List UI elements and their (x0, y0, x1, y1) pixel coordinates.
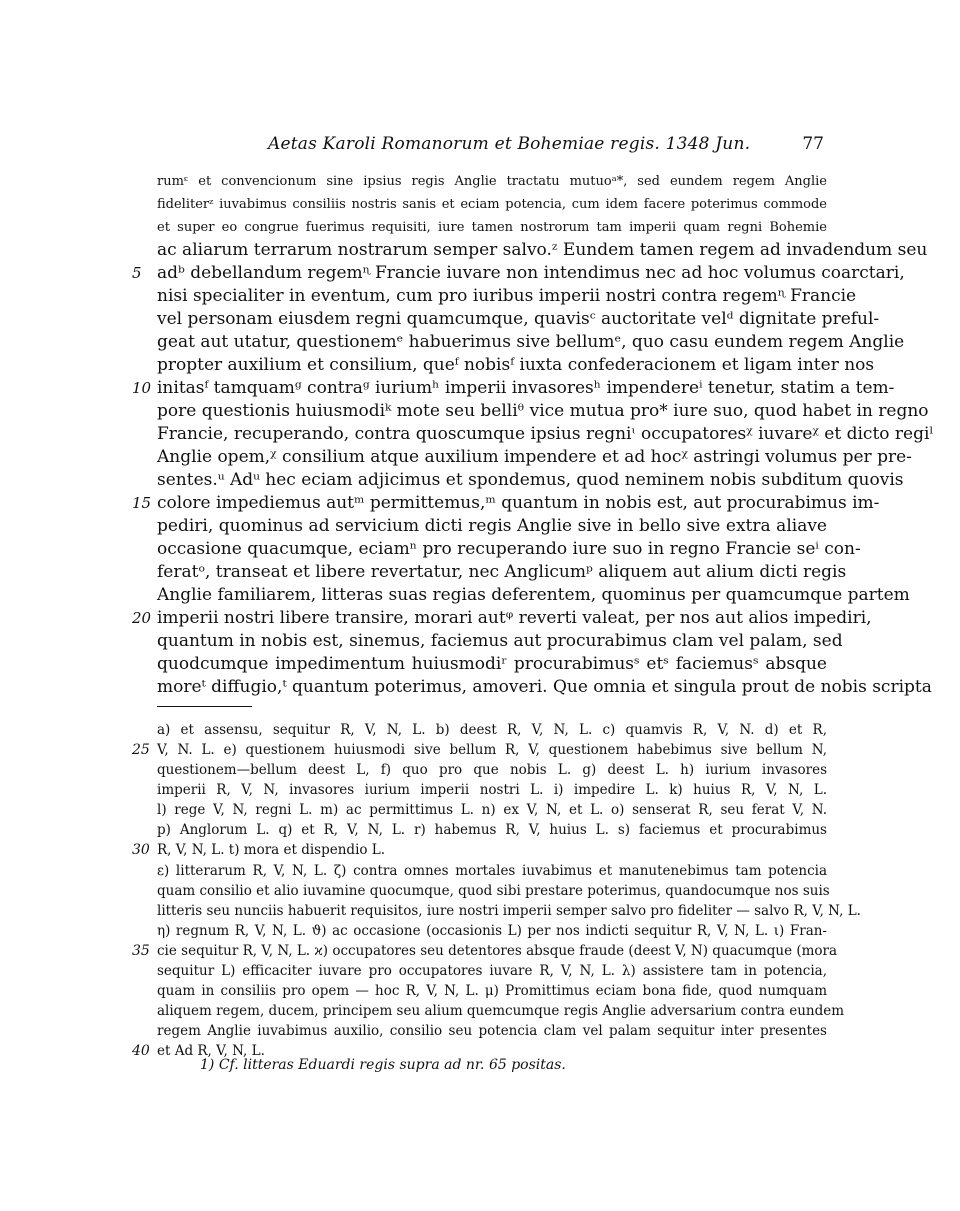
text-line (132, 377, 895, 400)
line-text: adᵇ debellandum regemᶯ Francie iuvare non intendimus nec ad hoc volumus coarctari, (157, 263, 905, 283)
text-line (157, 446, 912, 469)
critical-apparatus-greek (132, 861, 861, 1061)
text-line (157, 676, 932, 699)
footnote-separator (157, 706, 252, 707)
line-text: a) et assensu, sequitur R, V, N, L. b) deest R, V, N, L. c) quamvis R, V, N. d) et R, (157, 722, 827, 738)
text-line (157, 193, 827, 216)
line-text: Francie, recuperando, contra quoscumque ipsius regniᶥ occupatoresᵡ iuvareᵡ et dicto regiˡ (157, 424, 934, 444)
line-text: fideliterᶻ iuvabimus consiliis nostris sanis et eciam potencia, cum idem facere poterimus commode (157, 197, 827, 212)
apparatus-line (157, 820, 827, 840)
line-text: V, N. L. e) questionem huiusmodi sive bellum R, V, questionem habebimus sive bellum N, (157, 742, 827, 758)
line-text: imperii nostri libere transire, morari autᵠ reverti valeat, per nos aut alios impediri, (157, 608, 872, 628)
apparatus-line (157, 881, 830, 901)
line-number: 30 (132, 842, 150, 858)
line-text: feratᵒ, transeat et libere revertatur, nec Anglicumᵖ aliquem aut alium dicti regis (157, 562, 847, 582)
text-line (157, 469, 904, 492)
text-line (157, 630, 843, 653)
text-line (157, 239, 928, 262)
line-text: sentes.ᵘ Adᵘ hec eciam adjicimus et spondemus, quod neminem nobis subditum quovis (157, 470, 904, 490)
line-text: quantum in nobis est, sinemus, faciemus aut procurabimus clam vel palam, sed (157, 631, 843, 651)
text-line (132, 607, 872, 630)
line-text: colore impediemus autᵐ permittemus,ᵐ quantum in nobis est, aut procurabimus im- (157, 493, 880, 513)
line-text: η) regnum R, V, N, L. ϑ) ac occasione (occasionis L) per nos indicti sequitur R, V, N, L. ι) Fran- (157, 923, 827, 939)
apparatus-line (157, 1021, 827, 1041)
text-line (157, 216, 827, 239)
line-text: Anglie familiarem, litteras suas regias deferentem, quominus per quamcumque partem (157, 585, 910, 605)
text-line (157, 538, 861, 561)
text-line (132, 262, 905, 285)
text-line (157, 308, 880, 331)
line-text: regem Anglie iuvabimus auxilio, consilio seu potencia clam vel palam sequitur inter presentes (157, 1023, 827, 1039)
line-text: et Ad R, V, N, L. (157, 1043, 265, 1059)
line-text: geat aut utatur, questionemᵉ habuerimus sive bellumᵉ, quo casu eundem regem Anglie (157, 332, 905, 352)
text-line (157, 170, 827, 193)
text-line (157, 354, 875, 377)
line-text: initasᶠ tamquamᵍ contraᵍ iuriumʰ imperii invasoresʰ impendereⁱ tenetur, statim a tem- (157, 378, 895, 398)
line-number: 5 (132, 264, 142, 282)
apparatus-line (157, 780, 827, 800)
source-footnote: 1) Cf. litteras Eduardi regis supra ad nr. 65 positas. (200, 1057, 566, 1073)
line-text: vel personam eiusdem regni quamcumque, quavisᶜ auctoritate velᵈ dignitate preful- (157, 309, 880, 329)
line-text: ε) litterarum R, V, N, L. ζ) contra omnes mortales iuvabimus et manutenebimus tam potencia (157, 863, 827, 879)
line-number: 40 (132, 1043, 150, 1059)
apparatus-line (157, 981, 827, 1001)
line-text: propter auxilium et consilium, queᶠ nobisᶠ iuxta confederacionem et ligam inter nos (157, 355, 875, 375)
line-number: 10 (132, 379, 152, 397)
running-head (0, 134, 960, 158)
line-text: litteris seu nunciis habuerit requisitos, iure nostri imperii semper salvo pro fideliter — salvo R, V, N, L. (157, 903, 861, 919)
line-text: pediri, quominus ad servicium dicti regis Anglie sive in bello sive extra aliave (157, 516, 827, 536)
line-text: R, V, N, L. t) mora et dispendio L. (157, 842, 386, 858)
line-text: questionem—bellum deest L, f) quo pro que nobis L. g) deest L. h) iurium invasores (157, 762, 827, 778)
line-number: 35 (132, 943, 150, 959)
line-text: ac aliarum terrarum nostrarum semper salvo.ᶻ Eundem tamen regem ad invadendum seu (157, 240, 928, 260)
text-line (157, 423, 934, 446)
line-text: moreᵗ diffugio,ᵗ quantum poterimus, amoveri. Que omnia et singula prout de nobis scripta (157, 677, 932, 697)
apparatus-line (157, 921, 827, 941)
line-text: aliquem regem, ducem, principem seu alium quemcumque regis Anglie adversarium contra eundem (157, 1003, 845, 1019)
line-text: imperii R, V, N, invasores iurium imperii nostri L. i) impedire L. k) huius R, V, N, L. (157, 782, 827, 798)
apparatus-line (157, 720, 827, 740)
line-text: et super eo congrue fuerimus requisiti, iure tamen nostrorum tam imperii quam regni Bohemie (157, 220, 827, 235)
text-line (157, 561, 847, 584)
text-line (157, 331, 905, 354)
apparatus-line (132, 840, 827, 860)
apparatus-line (157, 1001, 845, 1021)
line-text: rumᵋ et convencionum sine ipsius regis Anglie tractatu mutuoᵃ*, sed eundem regem Anglie (157, 174, 827, 189)
line-number: 20 (132, 609, 152, 627)
text-line (132, 492, 880, 515)
line-text: pore questionis huiusmodiᵏ mote seu belliᶿ vice mutua pro* iure suo, quod habet in regno (157, 401, 929, 421)
apparatus-line (157, 901, 861, 921)
apparatus-line (132, 740, 827, 760)
line-text: p) Anglorum L. q) et R, V, N, L. r) habemus R, V, huius L. s) faciemus et procurabimus (157, 822, 827, 838)
running-title: Aetas Karoli Romanorum et Bohemiae regis. 1348 Jun. (268, 134, 751, 154)
apparatus-line (157, 961, 827, 981)
line-text: quam consilio et alio iuvamine quocumque, quod sibi prestare poterimus, quandocumque nos suis (157, 883, 830, 899)
text-line (157, 584, 910, 607)
line-text: nisi specialiter in eventum, cum pro iuribus imperii nostri contra regemᶯ Francie (157, 286, 857, 306)
line-text: l) rege V, N, regni L. m) ac permittimus L. n) ex V, N, et L. o) senserat R, seu ferat V, N. (157, 802, 827, 818)
line-text: Anglie opem,ᵡ consilium atque auxilium impendere et ad hocᵡ astringi volumus per pre- (157, 447, 912, 467)
line-text: quodcumque impedimentum huiusmodiʳ procurabimusˢ etˢ faciemusˢ absque (157, 654, 827, 674)
text-line (157, 653, 827, 676)
main-text (132, 170, 934, 699)
apparatus-line (132, 941, 838, 961)
apparatus-line (157, 760, 827, 780)
apparatus-line (157, 861, 827, 881)
text-line (157, 400, 929, 423)
line-text: sequitur L) efficaciter iuvare pro occupatores iuvare R, V, N, L. λ) assistere tam in potencia, (157, 963, 827, 979)
page-number: 77 (802, 134, 824, 154)
critical-apparatus-latin (132, 720, 827, 860)
line-text: cie sequitur R, V, N, L. ϰ) occupatores seu detentores absque fraude (deest V, N) quacumque (mora (157, 943, 838, 959)
line-number: 15 (132, 494, 152, 512)
text-line (157, 285, 857, 308)
apparatus-line (157, 800, 827, 820)
line-text: occasione quacumque, eciamⁿ pro recuperando iure suo in regno Francie seⁱ con- (157, 539, 861, 559)
text-line (157, 515, 827, 538)
line-text: quam in consiliis pro opem — hoc R, V, N, L. μ) Promittimus eciam bona fide, quod numquam (157, 983, 827, 999)
line-number: 25 (132, 742, 150, 758)
